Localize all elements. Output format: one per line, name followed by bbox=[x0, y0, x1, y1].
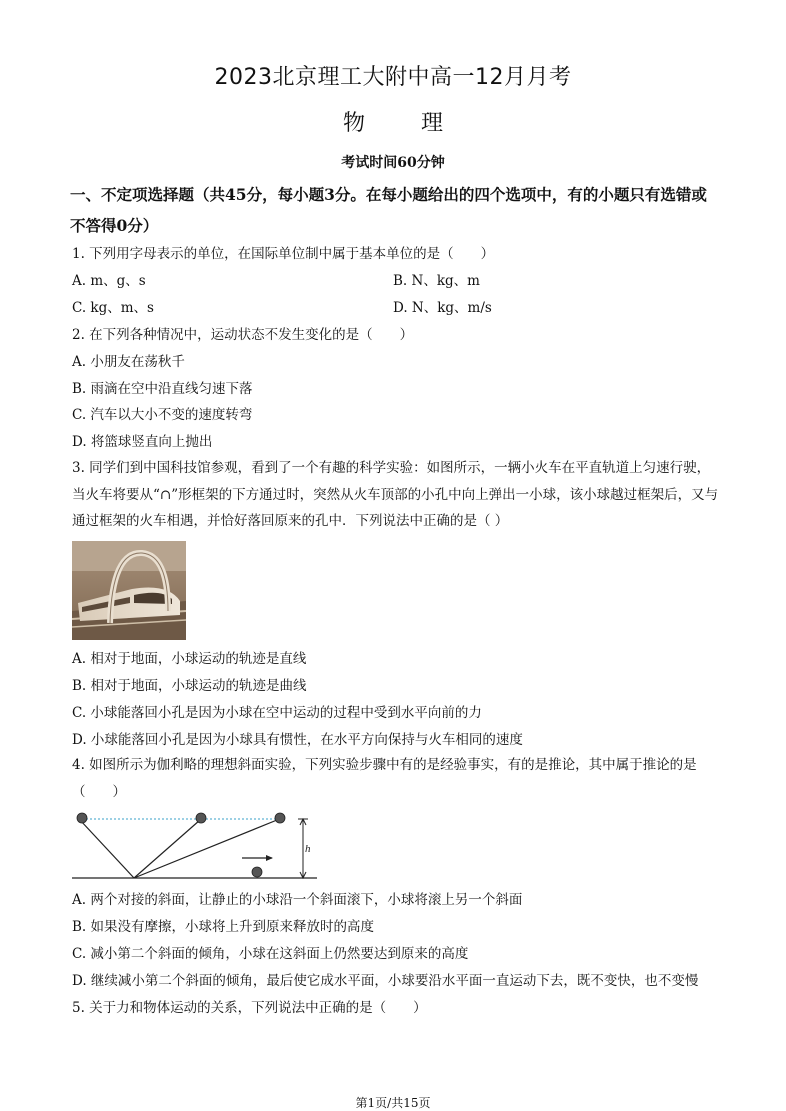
q2-option-c: C. 汽车以大小不变的速度转弯 bbox=[72, 407, 253, 423]
time-note: 考试时间60分钟 bbox=[341, 155, 445, 171]
q1-option-c: C. kg、m、s bbox=[72, 300, 154, 316]
q2-option-b: B. 雨滴在空中沿直线匀速下落 bbox=[72, 381, 253, 397]
train-arch-image bbox=[72, 541, 186, 640]
q1-stem: 1. 下列用字母表示的单位，在国际单位制中属于基本单位的是（ ） bbox=[72, 246, 495, 262]
height-label: h bbox=[305, 843, 311, 855]
q1-option-b: B. N、kg、m bbox=[393, 273, 480, 289]
q3-option-a: A. 相对于地面，小球运动的轨迹是直线 bbox=[72, 651, 307, 667]
q4-option-b: B. 如果没有摩擦，小球将上升到原来释放时的高度 bbox=[72, 919, 375, 935]
q4-option-c: C. 减小第二个斜面的倾角，小球在这斜面上仍然要达到原来的高度 bbox=[72, 946, 469, 962]
subject-char-2: 理 bbox=[421, 111, 444, 136]
q1-option-d: D. N、kg、m/s bbox=[393, 300, 492, 316]
q5-stem: 5. 关于力和物体运动的关系，下列说法中正确的是（ ） bbox=[72, 1000, 427, 1016]
q4-stem: 4. 如图所示为伽利略的理想斜面实验，下列实验步骤中有的是经验事实，有的是推论，其中属于推论的是（ ） bbox=[72, 757, 697, 800]
subject-title bbox=[0, 106, 786, 137]
galileo-incline-figure bbox=[72, 808, 322, 883]
q2-stem: 2. 在下列各种情况中，运动状态不发生变化的是（ ） bbox=[72, 327, 414, 343]
train-photo bbox=[72, 541, 186, 640]
q2-option-a: A. 小朋友在荡秋千 bbox=[72, 354, 185, 370]
q2-option-d: D. 将篮球竖直向上抛出 bbox=[72, 434, 213, 450]
page-footer: 第1页/共15页 bbox=[355, 1096, 431, 1110]
q3-option-c: C. 小球能落回小孔是因为小球在空中运动的过程中受到水平向前的力 bbox=[72, 705, 482, 721]
q3-option-d: D. 小球能落回小孔是因为小球具有惯性，在水平方向保持与火车相同的速度 bbox=[72, 732, 523, 748]
subject-char-1: 物 bbox=[342, 111, 365, 136]
q4-option-a: A. 两个对接的斜面，让静止的小球沿一个斜面滚下，小球将滚上另一个斜面 bbox=[72, 892, 523, 908]
incline-diagram bbox=[72, 808, 322, 883]
q1-option-a: A. m、g、s bbox=[72, 273, 146, 289]
q3-option-b: B. 相对于地面，小球运动的轨迹是曲线 bbox=[72, 678, 307, 694]
section-heading: 一、不定项选择题（共45分，每小题3分。在每小题给出的四个选项中，有的小题只有选错或不答得0分） bbox=[70, 185, 707, 235]
q3-stem: 3. 同学们到中国科技馆参观，看到了一个有趣的科学实验：如图所示，一辆小火车在平直轨道上匀速行驶，当火车将要从“∩”形框架的下方通过时，突然从火车顶部的小孔中向上弹出一小球，该小球越过框架后，又与通过框架的火车相遇，并恰好落回原来的孔中．下列说法中正确的是（ ） bbox=[72, 460, 719, 529]
exam-title: 2023北京理工大附中高一12月月考 bbox=[214, 65, 572, 90]
q4-option-d: D. 继续减小第二个斜面的倾角，最后使它成水平面，小球要沿水平面一直运动下去，既不变快，也不变慢 bbox=[72, 973, 699, 989]
